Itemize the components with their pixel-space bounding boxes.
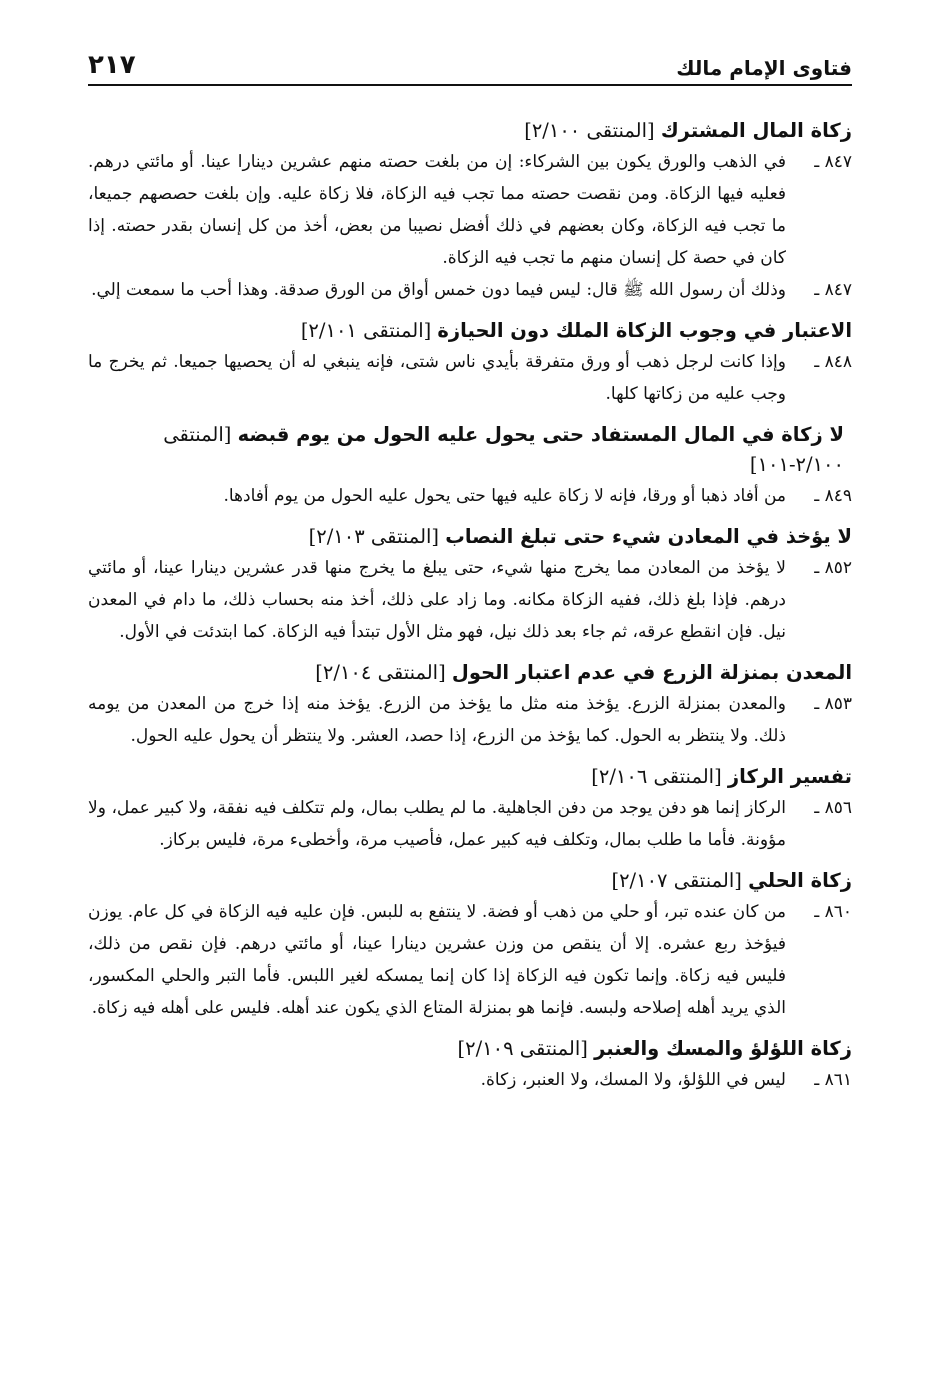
section-title: زكاة المال المشترك [660, 119, 852, 142]
section-heading [88, 866, 852, 896]
entry [88, 1064, 852, 1096]
entry [88, 146, 852, 274]
entry-text: من كان عنده تبر، أو حلي من ذهب أو فضة. لا ينتفع به للبس. فإن عليه فيه الزكاة في كل عام. يوزن فيؤخذ ربع عشره. إلا أن ينقص من وزن عشرين دينارا عينا، أو مائتي درهم. فإن نقص من ذلك، فليس فيه زكاة. وإنما تكون فيه الزكاة إذا كان إنما يمسكه لغير اللبس. فأما التبر والحلي المكسور، الذي يريد أهله إصلاحه ولبسه. فإنما هو بمنزلة المتاع الذي يكون عند أهله. فليس على أهله فيه زكاة. [88, 902, 786, 1018]
section-reference: [المنتقى ٢/١٠٧] [611, 869, 742, 892]
section-pearls-musk-amber [88, 1034, 852, 1096]
section-heading [88, 762, 852, 792]
entry [88, 552, 852, 648]
section-reference: [المنتقى ٢/١٠١] [300, 319, 432, 342]
entry [88, 346, 852, 410]
section-acquired-wealth [88, 420, 852, 512]
entry-text: في الذهب والورق يكون بين الشركاء: إن من بلغت حصته منهم عشرين دينارا عينا. أو مائتي درهم. فعليه فيها الزكاة. ومن نقصت حصته مما تجب فيه الزكاة، فلا زكاة عليه. وإن بلغت حصصهم جميعا، ما تجب فيه الزكاة، وكان بعضهم في ذلك أفضل نصيبا من بعض، أخذ من كل إنسان بقدر حصته. إذا كان في حصة كل إنسان منهم ما تجب فيه الزكاة. [88, 152, 786, 268]
section-heading [88, 658, 852, 688]
section-reference: [المنتقى ٢/١٠٠] [524, 119, 655, 142]
entry-number: ٨٤٨ ـ [814, 352, 852, 372]
section-title: الاعتبار في وجوب الزكاة الملك دون الحيازة [437, 319, 852, 342]
entry-number: ٨٥٦ ـ [814, 798, 852, 818]
section-reference: [المنتقى ٢/١٠٦] [591, 765, 722, 788]
section-reference: [المنتقى ٢/١٠٩] [457, 1037, 588, 1060]
entry-text: وإذا كانت لرجل ذهب أو ورق متفرقة بأيدي ناس شتى، فإنه ينبغي له أن يحصيها جميعا. ثم يخرج ما وجب عليه من زكاتها كلها. [88, 352, 786, 404]
entry [88, 274, 852, 306]
entry-number: ٨٤٧ ـ [814, 152, 852, 172]
entry-text: الركاز إنما هو دفن يوجد من دفن الجاهلية. ما لم يطلب بمال، ولم تتكلف فيه نفقة، ولا كبير عمل، ولا مؤونة. فأما ما طلب بمال، وتكلف فيه كبير عمل، فأصيب مرة، وأخطىء مرة، فليس بركاز. [88, 798, 786, 850]
section-heading [88, 420, 852, 480]
section-title: زكاة الحلي [748, 869, 852, 892]
section-reference: [المنتقى ٢/١٠٣] [308, 525, 440, 548]
page-number: ٢١٧ [88, 50, 136, 80]
running-title: فتاوى الإمام مالك [676, 56, 852, 80]
section-reference: [المنتقى ٢/١٠٠-١٠١] [163, 423, 844, 476]
entry-text: من أفاد ذهبا أو ورقا، فإنه لا زكاة عليه فيها حتى يحول عليه الحول من يوم أفادها. [223, 486, 786, 506]
entry-text: والمعدن بمنزلة الزرع. يؤخذ منه مثل ما يؤخذ من الزرع. يؤخذ منه إذا خرج من المعدن من يومه ذلك. ولا ينتظر به الحول. كما يؤخذ من الزرع، إذا حصد، العشر. ولا ينتظر أن يحول عليه الحول. [88, 694, 786, 746]
section-mines-nisab [88, 522, 852, 648]
section-joint-property-zakat [88, 116, 852, 306]
section-title: زكاة اللؤلؤ والمسك والعنبر [594, 1037, 852, 1060]
page-content [88, 116, 852, 1096]
section-rikaz [88, 762, 852, 856]
section-title: لا زكاة في المال المستفاد حتى يحول عليه الحول من يوم قبضه [237, 423, 844, 446]
section-jewelry-zakat [88, 866, 852, 1024]
entry [88, 480, 852, 512]
section-ownership-not-possession [88, 316, 852, 410]
entry-text: لا يؤخذ من المعادن مما يخرج منها شيء، حتى يبلغ ما يخرج منها قدر عشرين دينارا عينا، أو مائتي درهم. فإذا بلغ ذلك، ففيه الزكاة مكانه. وما زاد على ذلك، أخذ منه بحساب ذلك، ما دام في المعدن نيل. فإن انقطع عرقه، ثم جاء بعد ذلك نيل، فهو مثل الأول تبتدأ فيه الزكاة. كما ابتدئت في الأول. [88, 558, 786, 642]
section-heading [88, 1034, 852, 1064]
section-reference: [المنتقى ٢/١٠٤] [315, 661, 446, 684]
entry-number: ٨٥٢ ـ [814, 558, 852, 578]
page-header [88, 40, 852, 86]
book-page [88, 40, 852, 1106]
entry-number: ٨٦١ ـ [814, 1070, 852, 1090]
entry [88, 792, 852, 856]
entry-number: ٨٤٧ ـ [814, 280, 852, 300]
section-title: تفسير الركاز [727, 765, 852, 788]
section-heading [88, 522, 852, 552]
section-heading [88, 116, 852, 146]
section-mines-like-crops [88, 658, 852, 752]
entry-number: ٨٤٩ ـ [814, 486, 852, 506]
section-heading [88, 316, 852, 346]
entry-text: وذلك أن رسول الله ﷺ قال: ليس فيما دون خمس أواق من الورق صدقة. وهذا أحب ما سمعت إلي. [91, 280, 786, 300]
entry-number: ٨٦٠ ـ [814, 902, 852, 922]
section-title: المعدن بمنزلة الزرع في عدم اعتبار الحول [451, 661, 852, 684]
entry [88, 896, 852, 1024]
entry [88, 688, 852, 752]
section-title: لا يؤخذ في المعادن شيء حتى تبلغ النصاب [445, 525, 852, 548]
entry-number: ٨٥٣ ـ [814, 694, 852, 714]
entry-text: ليس في اللؤلؤ، ولا المسك، ولا العنبر، زكاة. [480, 1070, 786, 1090]
